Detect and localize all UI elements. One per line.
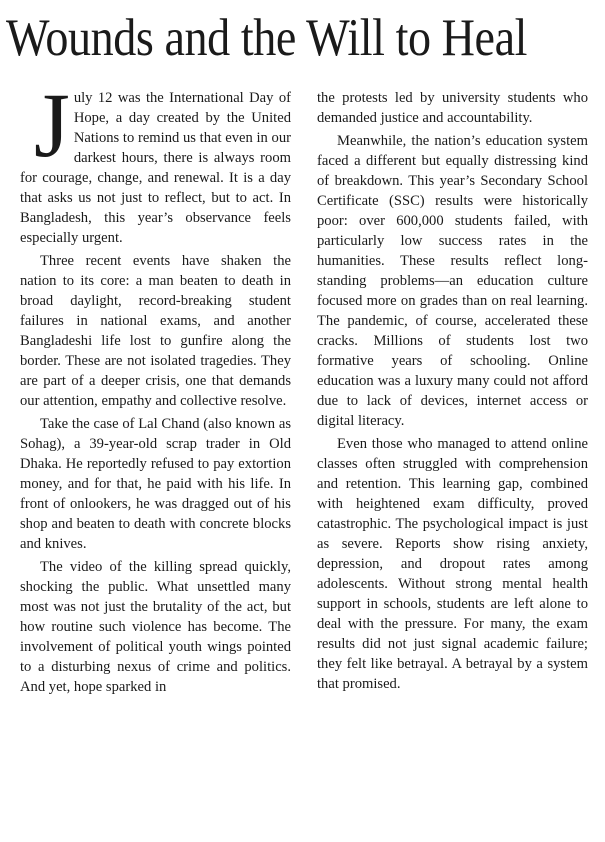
paragraph-6: Even those who managed to attend online classes often struggled with comprehension and retention. This learning gap, combined with heightened exam difficulty, proved catastrophic. The psychological impact is just as severe. Reports show rising anxiety, depression, and dropout rates among adolescents. Without strong mental health support in schools, students are left alone to deal with the pressure. For many, the exam results did not just signal academic failure; they felt like betrayal. A betrayal by a system that promised. <box>317 436 588 692</box>
paragraph-1-text: uly 12 was the International Day of Hope, a day created by the United Nations to remind us that even in our darkest hours, there is always room for courage, change, and renewal. It is a day that asks us not just to reflect, but to act. In Bangladesh, this year’s observance feels especially urgent. <box>20 90 291 246</box>
article-column-right <box>317 88 588 697</box>
paragraph-3: Take the case of Lal Chand (also known as Sohag), a 39-year-old scrap trader in Old Dhaka. He reportedly refused to pay extortion money, and for that, he paid with his life. In front of onlookers, he was dragged out of his shop and beaten to death with concrete blocks and knives. <box>20 416 291 552</box>
paragraph-1 <box>20 74 291 248</box>
paragraph-5: Meanwhile, the nation’s education system faced a different but equally distressing kind of breakdown. This year’s Secondary School Certificate (SSC) results were historically poor: over 600,000 students failed, with particularly low success rates in the humanities. These results reflect long-standing problems—an education culture focused more on grades than on real learning. The pandemic, of course, accelerated these cracks. Millions of students lost two formative years of schooling. Online education was a luxury many could not afford due to lack of devices, internet access or digital literacy. <box>317 133 588 429</box>
paragraph-2: Three recent events have shaken the nation to its core: a man beaten to death in broad daylight, record-breaking student failures in national exams, and another Bangladeshi life lost to gunfire along the border. These are not isolated tragedies. They are part of a deeper crisis, one that demands our attention, empathy and collective resolve. <box>20 253 291 409</box>
article-headline: Wounds and the Will to Heal <box>6 9 527 67</box>
article-column-left <box>20 74 291 700</box>
drop-cap: J <box>34 74 70 176</box>
paragraph-4-start: The video of the killing spread quickly, shocking the public. What unsettled many most was not just the brutality of the act, but how routine such violence has become. The involvement of political youth wings pointed to a disturbing nexus of crime and politics. And yet, hope sparked in <box>20 559 291 695</box>
paragraph-4-end: the protests led by university students who demanded justice and accountability. <box>317 90 588 126</box>
